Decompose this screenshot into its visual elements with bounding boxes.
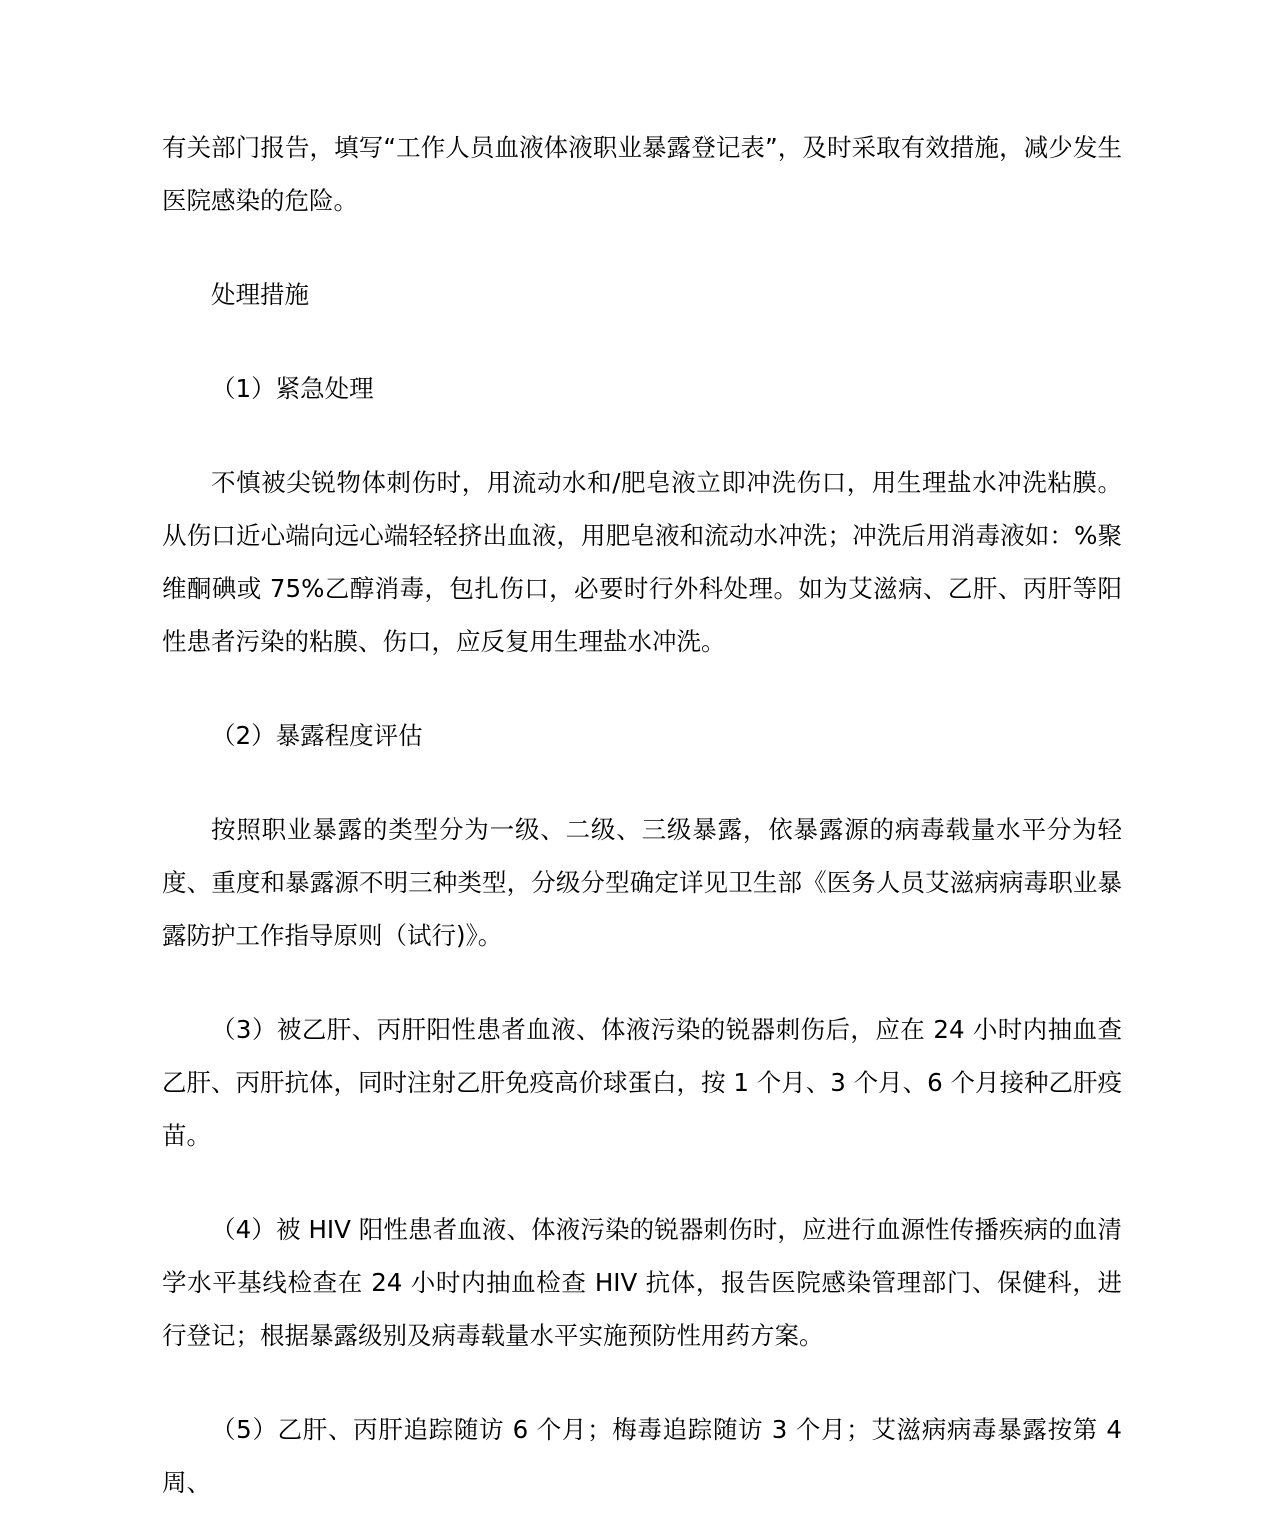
item-2-body: 按照职业暴露的类型分为一级、二级、三级暴露，依暴露源的病毒载量水平分为轻度、重度和暴露源不明三种类型，分级分型确定详见卫生部《医务人员艾滋病病毒职业暴露防护工作指导原则（试行)》。 bbox=[162, 815, 1122, 950]
continued-paragraph: 有关部门报告，填写“工作人员血液体液职业暴露登记表”，及时采取有效措施，减少发生医院感染的危险。 bbox=[162, 133, 1122, 215]
document-body bbox=[162, 121, 1122, 1509]
item-3-body: （3）被乙肝、丙肝阳性患者血液、体液污染的锐器刺伤后，应在 24 小时内抽血查乙肝、丙肝抗体，同时注射乙肝免疫高价球蛋白，按 1 个月、3 个月、6 个月接种乙肝疫苗。 bbox=[162, 1015, 1122, 1150]
item-2-heading: （2）暴露程度评估 bbox=[211, 721, 423, 750]
item-1-heading: （1）紧急处理 bbox=[211, 374, 374, 403]
section-heading-treatment-measures: 处理措施 bbox=[211, 280, 309, 309]
item-4-body: （4）被 HIV 阳性患者血液、体液污染的锐器刺伤时，应进行血源性传播疾病的血清学水平基线检查在 24 小时内抽血检查 HIV 抗体，报告医院感染管理部门、保健科，进行登记；根据暴露级别及病毒载量水平实施预防性用药方案。 bbox=[162, 1215, 1122, 1350]
item-1-body: 不慎被尖锐物体刺伤时，用流动水和/肥皂液立即冲洗伤口，用生理盐水冲洗粘膜。从伤口近心端向远心端轻轻挤出血液，用肥皂液和流动水冲洗；冲洗后用消毒液如：%聚维酮碘或 75%乙醇消毒，包扎伤口，必要时行外科处理。如为艾滋病、乙肝、丙肝等阳性患者污染的粘膜、伤口，应反复用生理盐水冲洗。 bbox=[162, 468, 1122, 656]
item-5-body: （5）乙肝、丙肝追踪随访 6 个月；梅毒追踪随访 3 个月；艾滋病病毒暴露按第 4 周、 bbox=[162, 1415, 1122, 1497]
